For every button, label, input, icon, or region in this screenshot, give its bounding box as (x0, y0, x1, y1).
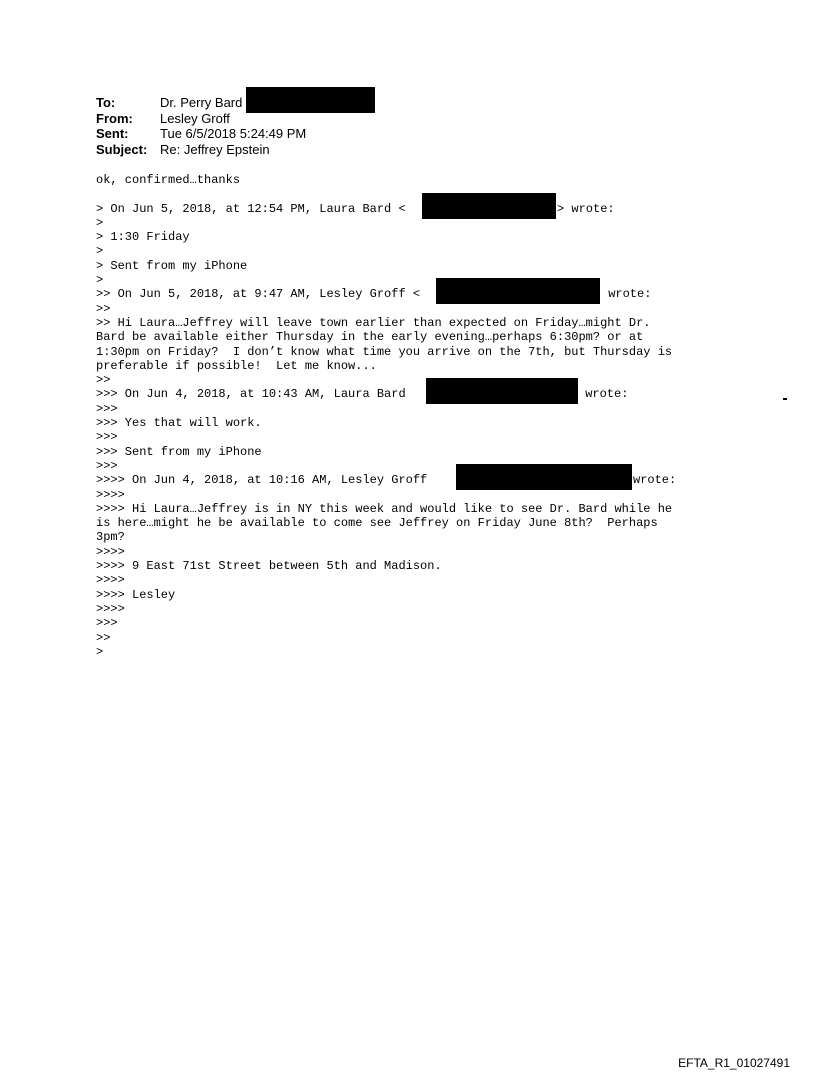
body-line: >>>> Hi Laura…Jeffrey is in NY this week and would like to see Dr. Bard while he (96, 501, 673, 516)
from-label: From: (96, 110, 133, 126)
body-line: >>> (96, 458, 118, 473)
body-line: >> On Jun 5, 2018, at 9:47 AM, Lesley Groff < wrote: (96, 287, 736, 301)
body-line: 1:30pm on Friday? I don’t know what time you arrive on the 7th, but Thursday is (96, 344, 673, 359)
to-name: Dr. Perry Bard (160, 95, 243, 110)
redaction-box (456, 464, 632, 490)
body-line: > (96, 244, 104, 259)
body-line: > (96, 644, 104, 659)
body-line: >> (96, 630, 111, 645)
body-line: > (96, 273, 104, 288)
body-line: is here…might he be available to come see Jeffrey on Friday June 8th? Perhaps (96, 516, 658, 531)
body-line: >>> Sent from my iPhone (96, 444, 262, 459)
sent-value: Tue 6/5/2018 5:24:49 PM (160, 126, 307, 141)
body-line: preferable if possible! Let me know... (96, 358, 377, 373)
body-line: 3pm? (96, 530, 125, 545)
email-header (96, 95, 306, 157)
to-value (160, 95, 242, 111)
body-line: >>> (96, 430, 118, 445)
sent-label: Sent: (96, 126, 129, 141)
body-line: >>> (96, 401, 118, 416)
body-line: > (96, 215, 104, 230)
body-line: >>>> 9 East 71st Street between 5th and Madison. (96, 559, 442, 574)
body-line: >>>> (96, 544, 125, 559)
sent-row (96, 126, 306, 142)
to-row (96, 95, 306, 111)
body-line: > 1:30 Friday (96, 230, 190, 245)
body-line (96, 187, 736, 201)
subject-row (96, 142, 306, 158)
redaction-box (426, 378, 578, 404)
email-body (96, 173, 736, 659)
body-line: >>>> On Jun 4, 2018, at 10:16 AM, Lesley Groff wrote: (96, 473, 736, 487)
redaction-box (246, 87, 375, 113)
body-line: > On Jun 5, 2018, at 12:54 PM, Laura Bard < > wrote: (96, 202, 736, 216)
wrote-text: wrote: (578, 387, 629, 402)
body-line: >> Hi Laura…Jeffrey will leave town earlier than expected on Friday…might Dr. (96, 315, 651, 330)
from-value: Lesley Groff (160, 110, 230, 126)
document-id: EFTA_R1_01027491 (678, 1056, 790, 1070)
body-line: ok, confirmed…thanks (96, 173, 241, 187)
body-line: Bard be available either Thursday in the early evening…perhaps 6:30pm? or at (96, 330, 644, 345)
body-line: >>> On Jun 4, 2018, at 10:43 AM, Laura Bard wrote: (96, 387, 736, 401)
body-line: >>>> (96, 601, 125, 616)
subject-label: Subject: (96, 141, 148, 157)
redaction-box (422, 193, 556, 219)
body-line: >> (96, 373, 111, 388)
subject-value: Re: Jeffrey Epstein (160, 141, 270, 157)
wrote-text: wrote: (633, 473, 677, 488)
redaction-box (436, 278, 600, 304)
body-line: >>>> Lesley (96, 587, 176, 602)
body-line: >> (96, 301, 111, 316)
to-label: To: (96, 95, 116, 110)
wrote-text: wrote: (601, 287, 652, 302)
body-line: > Sent from my iPhone (96, 258, 248, 273)
stray-mark (783, 398, 787, 400)
body-line: >>>> (96, 487, 125, 502)
body-line: >>> (96, 616, 118, 631)
body-line: >>>> (96, 573, 125, 588)
body-line: >>> Yes that will work. (96, 416, 262, 431)
wrote-text: > wrote: (557, 201, 615, 216)
